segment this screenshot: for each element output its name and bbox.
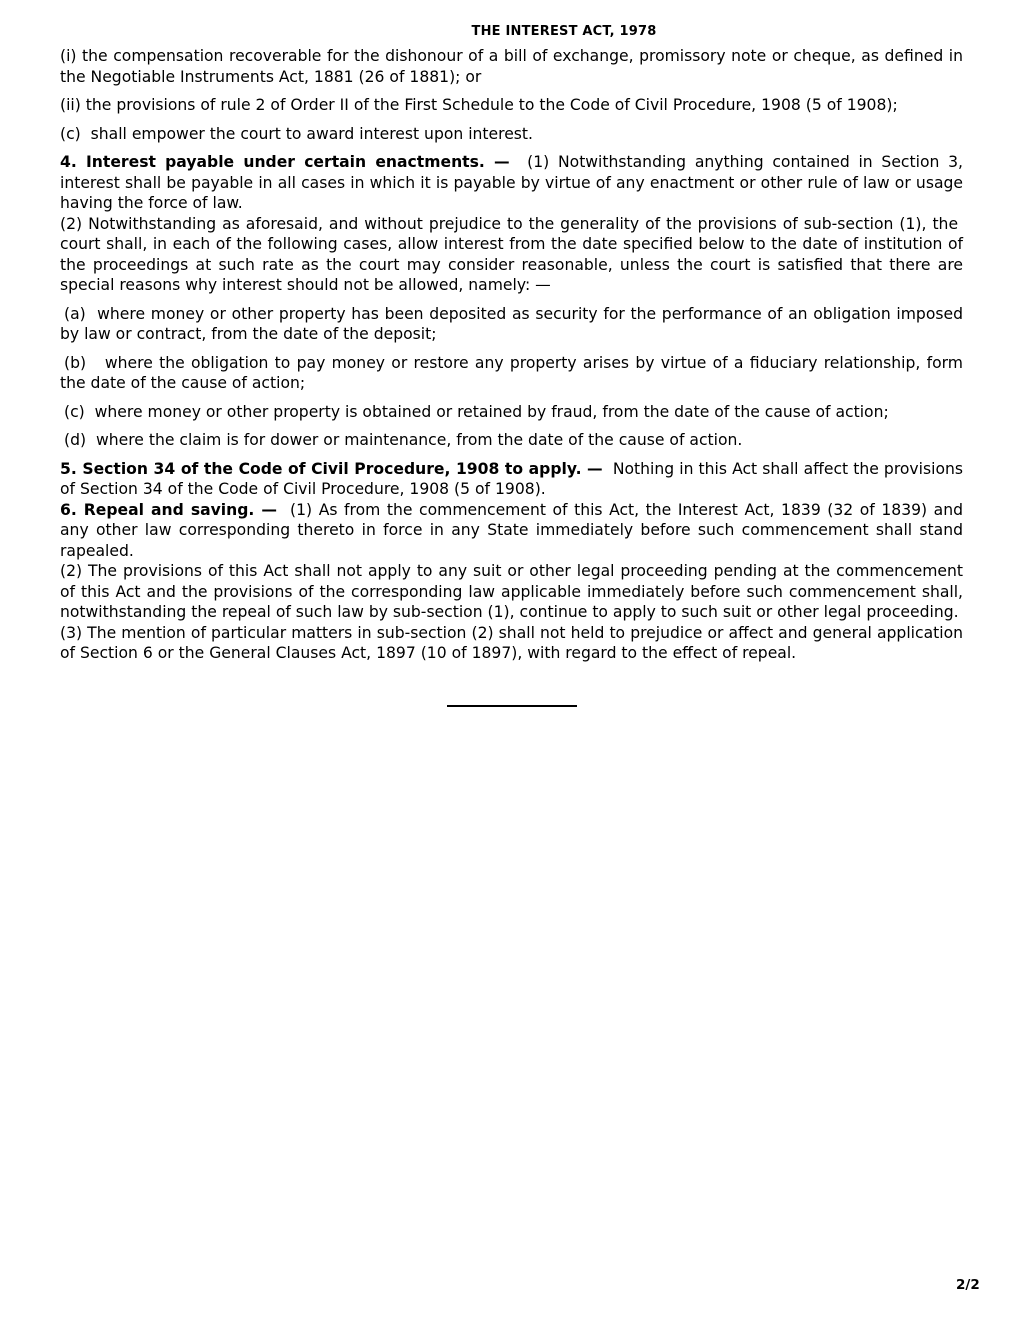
paragraph-clause-c: (c) shall empower the court to award interest upon interest. bbox=[60, 124, 533, 143]
paragraph-section-6-sub-3: (3) The mention of particular matters in sub-section (2) shall not held to prejudice or affect and general application of Section 6 or the General Clauses Act, 1897 (10 of 1897), with regard to the effect of repeal. bbox=[60, 623, 963, 662]
section-5-body: Nothing in this Act shall affect the provisions of Section 34 of the Code of Civil Procedure, 1908 (5 of 1908). bbox=[60, 459, 963, 498]
page-number: 2/2 bbox=[956, 1277, 980, 1293]
paragraph-section-6-sub-2: (2) The provisions of this Act shall not apply to any suit or other legal proceeding pending at the commencement of this Act and the provisions of the corresponding law applicable immediately before such commencement shall, notwithstanding the repeal of such law by sub-section (1), continue to apply to such suit or other legal proceeding. bbox=[60, 562, 963, 621]
end-divider bbox=[447, 705, 577, 707]
paragraph-section-4 bbox=[60, 152, 963, 214]
section-4-body: (1) Notwithstanding anything contained in Section 3, interest shall be payable in all cases in which it is payable by virtue of any enactment or other rule of law or usage having the force of law. bbox=[60, 153, 963, 212]
paragraph-item-a: (a) where money or other property has been deposited as security for the performance of an obligation imposed by law or contract, from the date of the deposit; bbox=[60, 304, 963, 343]
document-body bbox=[60, 38, 963, 664]
paragraph-section-4-sub-2: (2) Notwithstanding as aforesaid, and without prejudice to the generality of the provisions of sub-section (1), the court shall, in each of the following cases, allow interest from the date specified below to the date of institution of the proceedings at such rate as the court may consider reasonable, unless the court is satisfied that there are special reasons why interest should not be allowed, namely: — bbox=[60, 214, 963, 294]
paragraph-item-c: (c) where money or other property is obtained or retained by fraud, from the date of the cause of action; bbox=[64, 402, 889, 421]
section-5-heading: 5. Section 34 of the Code of Civil Procedure, 1908 to apply. — bbox=[60, 459, 603, 478]
paragraph-clause-i: (i) the compensation recoverable for the dishonour of a bill of exchange, promissory note or cheque, as defined in the Negotiable Instruments Act, 1881 (26 of 1881); or bbox=[60, 47, 963, 86]
paragraph-item-d: (d) where the claim is for dower or maintenance, from the date of the cause of action. bbox=[64, 431, 743, 449]
paragraph-section-5 bbox=[60, 459, 963, 500]
paragraph-section-6 bbox=[60, 500, 963, 562]
page-title: THE INTEREST ACT, 1978 bbox=[471, 24, 657, 39]
paragraph-item-b: (b) where the obligation to pay money or restore any property arises by virtue of a fiduciary relationship, form the date of the cause of action; bbox=[60, 353, 963, 392]
paragraph-clause-ii: (ii) the provisions of rule 2 of Order II of the First Schedule to the Code of Civil Procedure, 1908 (5 of 1908); bbox=[60, 96, 898, 114]
section-6-heading: 6. Repeal and saving. — bbox=[60, 500, 277, 519]
section-6-body: (1) As from the commencement of this Act, the Interest Act, 1839 (32 of 1839) and any other law corresponding thereto in force in any State immediately before such commencement shall stand rapealed. bbox=[60, 500, 964, 560]
section-4-heading: 4. Interest payable under certain enactments. — bbox=[60, 153, 510, 171]
